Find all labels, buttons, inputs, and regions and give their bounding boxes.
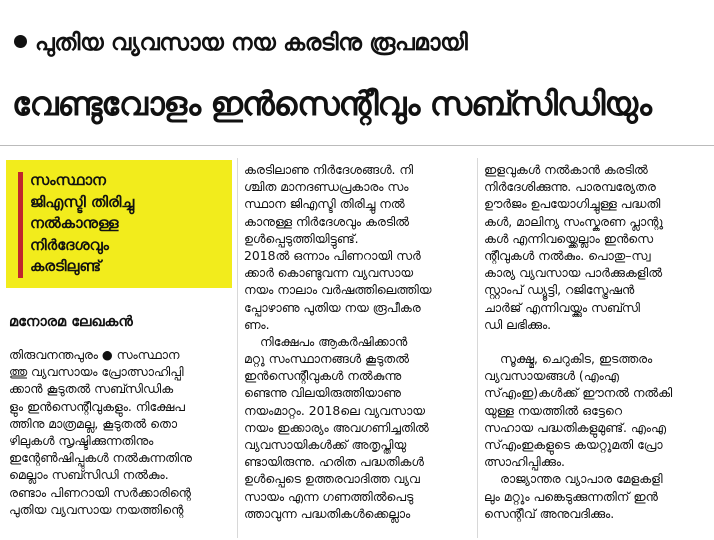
text-line: നിർദേശിക്കുന്നു. പാരമ്പര്യേതര — [484, 179, 656, 195]
text-line: ലും മറ്റും പങ്കെടുക്കുന്നതിന് ഇൻ — [484, 488, 658, 504]
text-line: സ്എംഇകളുടെ കയറ്റുമതി പ്രോ — [484, 437, 663, 452]
text-line: ത്തു വ്യവസായം പ്രോത്സാഹിപ്പി — [9, 364, 184, 380]
text-line: ശ്ചിത മാനദണ്ഡപ്രകാരം സം — [244, 179, 409, 195]
text-line: ഇന്റേൺഷിപ്പുകൾ നൽകുന്നതിനു — [9, 450, 192, 466]
text-line: രണ്ടാം പിണറായി സർക്കാരിന്റെ — [9, 484, 191, 500]
text-line: കരടിലാണു നിർദേശങ്ങൾ. നി — [244, 162, 414, 177]
text-line: ക്കാൻ കൂടുതൽ സബ്സിഡിക — [9, 381, 174, 397]
text-line: ത്തിനു മാത്രമല്ല, കൂടുതൽ തൊ — [9, 415, 178, 431]
text-line: ചാർജ് എന്നിവയ്ക്കും സബ്സി — [484, 299, 640, 315]
text-line: ഇൻസെന്റീവുകൾ നൽകുന്നു — [244, 368, 402, 384]
text-line: നയം ഇക്കാര്യം അവഗണിച്ചതിൽ — [244, 419, 429, 435]
text-line: ഉൾപ്പെടെ ഉത്തരവാദിത്ത വ്യവ — [244, 471, 420, 487]
text-line: പുതിയ വ്യവസായ നയത്തിന്റെ — [9, 501, 184, 517]
divider — [0, 145, 714, 146]
text-line: സെന്റീവ് അനുവദിക്കും. — [484, 505, 615, 521]
headline: വേണ്ടുവോളം ഇൻസെന്റീവും സബ്സിഡിയും — [12, 84, 651, 123]
text-line: വ്യവസായങ്ങൾ (എംഎ — [484, 368, 619, 384]
text-line: ഉൾപ്പെടുത്തിയിട്ടുണ്ട്. — [244, 230, 359, 246]
text-line: സായം എന്ന ഗണത്തിൽപെടു — [244, 488, 414, 504]
highlight-bar — [18, 172, 23, 278]
text-line: യുള്ള നയത്തിൽ ഒട്ടേറെ — [484, 402, 622, 418]
text-line: നയംമാറ്റം. 2018ലെ വ്യവസായ — [244, 402, 425, 418]
text-line: മറ്റു സംസ്ഥാനങ്ങൾ കൂടുതൽ — [244, 351, 409, 367]
text-line: കാര്യ വ്യവസായ പാർക്കുകളിൽ — [484, 265, 663, 281]
text-line: വ്യവസായികൾക്ക് അതൃപ്തിയു — [244, 437, 407, 452]
column-divider — [237, 158, 238, 538]
text-line: രാജ്യാന്തര വ്യാപാര മേളകളി — [500, 471, 663, 487]
text-line: കാനുള്ള നിർദേശവും കരടിൽ — [244, 213, 409, 229]
paragraph-gap — [484, 333, 706, 350]
text-line: ണ്ടായിരുന്നു. ഹരിത പദ്ധതികൾ — [244, 454, 424, 470]
text-line: ണ്ടെന്നു വിലയിരുത്തിയാണു — [244, 385, 401, 401]
text-line: കൾ എന്നിവയ്ക്കെല്ലാം ഇൻസെ — [484, 230, 654, 246]
text-line: ഡി ലഭിക്കും. — [484, 316, 552, 332]
highlight-line: സംസ്ഥാന — [30, 171, 106, 189]
text-line: സൂക്ഷ്മ, ചെറുകിട, ഇടത്തരം — [500, 351, 653, 367]
kicker — [14, 30, 467, 56]
text-line: സ്ഥാന ജിഎസ്ടി തിരിച്ചു നൽ — [244, 196, 405, 212]
text-line: നയം നാലാം വർഷത്തിലെത്തിയ — [244, 282, 432, 298]
bullet-icon — [14, 35, 27, 48]
text-line: ന്റീവുകൾ നൽകും. പൊതു–സ്വ — [484, 247, 651, 263]
text-line: മെല്ലാം സബ്സിഡി നൽകും. — [9, 467, 169, 483]
text-line: സഹായ പദ്ധതികളുമുണ്ട്. എംഎ — [484, 419, 666, 435]
highlight-line: നൽകാനുള്ള — [30, 214, 119, 232]
column-divider — [477, 158, 478, 538]
text-line: കൾ, മാലിന്യ സംസ്കരണ പ്ലാന്റു — [484, 213, 664, 229]
column-3 — [484, 161, 706, 522]
highlight-line: കരടിലുണ്ട് — [30, 257, 102, 275]
text-line: പ്പോഴാണു പുതിയ നയ രൂപീകര — [244, 299, 421, 315]
text-line: ഇളവുകൾ നൽകാൻ കരടിൽ — [484, 162, 648, 177]
text-line: സ്എംഇ)കൾക്ക് ഈനൽ നൽകി — [484, 385, 673, 401]
text-line: ക്കാർ കൊണ്ടുവന്ന വ്യവസായ — [244, 265, 414, 281]
highlight-line: ജിഎസ്ടി തിരിച്ചു — [30, 192, 135, 211]
text-line: സ്റ്റാംപ് ഡ്യൂട്ടി, റജിസ്ട്രേഷൻ — [484, 282, 635, 298]
column-2 — [244, 161, 469, 522]
byline: മനോരമ ലേഖകൻ — [9, 314, 133, 330]
column-1 — [9, 346, 233, 518]
kicker-text: പുതിയ വ്യവസായ നയ കരടിനു രൂപമായി — [35, 30, 468, 56]
text-line: ത്താവുന്ന പദ്ധതികൾക്കെല്ലാം — [244, 505, 411, 521]
highlight-box — [6, 160, 232, 288]
highlight-line: നിർദേശവും — [30, 235, 109, 254]
text-line: തിരുവനന്തപുരം ● സംസ്ഥാന — [9, 347, 180, 362]
text-line: ണം. — [244, 316, 270, 332]
text-line: ളും ഇൻസെന്റീവുകളും. നിക്ഷേപ — [9, 398, 185, 414]
text-line: 2018ൽ ഒന്നാം പിണറായി സർ — [244, 247, 421, 263]
text-line: ത്സാഹിപ്പിക്കും. — [484, 454, 565, 470]
text-line: ഊർജം ഉപയോഗിച്ചുള്ള പദ്ധതി — [484, 196, 661, 212]
text-line: നിക്ഷേപം ആകർഷിക്കാൻ — [260, 333, 408, 349]
text-line: ഴിലുകൾ സൃഷ്ടിക്കുന്നതിനും — [9, 432, 154, 448]
